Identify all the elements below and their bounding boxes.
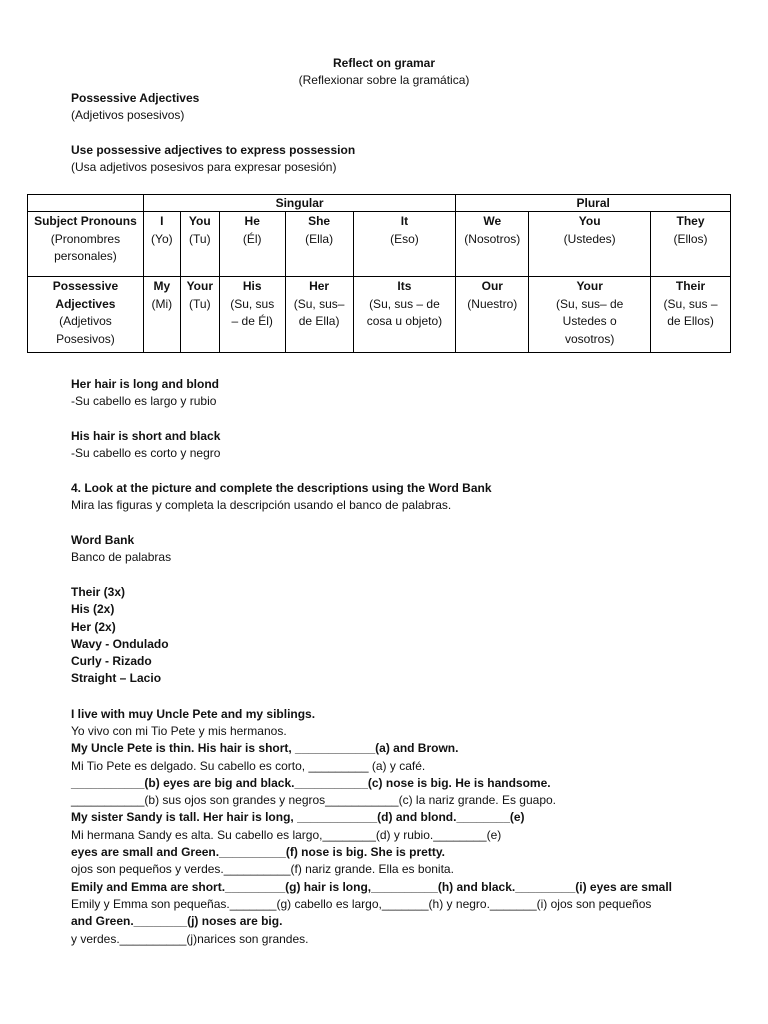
table-row-possessive-adjectives xyxy=(28,277,731,353)
story-line: ___________(b) sus ojos son grandes y negros___________(c) la nariz grande. Es guapo. xyxy=(71,793,557,807)
table-cell: He (Él) xyxy=(219,212,285,277)
story-line: I live with muy Uncle Pete and my siblings. xyxy=(71,707,316,721)
word-bank-item: Curly - Rizado xyxy=(71,654,152,668)
word-bank-item: Straight – Lacio xyxy=(71,671,162,685)
table-cell: I (Yo) xyxy=(143,212,180,277)
instruction-es: (Usa adjetivos posesivos para expresar posesión) xyxy=(71,160,337,174)
table-cell: Her (Su, sus– de Ella) xyxy=(285,277,353,353)
story-line: and Green.________(j) noses are big. xyxy=(71,914,283,928)
table-cell: Its (Su, sus – de cosa u objeto) xyxy=(353,277,456,353)
story-line: Emily y Emma son pequeñas._______(g) cabello es largo,_______(h) y negro._______(i) ojos son pequeños xyxy=(71,897,652,911)
word-bank-title-es: Banco de palabras xyxy=(71,550,172,564)
story-line: y verdes.__________(j)narices son grandes. xyxy=(71,932,309,946)
page-title-es: (Reflexionar sobre la gramática) xyxy=(298,73,470,87)
section-heading-es: (Adjetivos posesivos) xyxy=(71,108,185,122)
table-cell: His (Su, sus – de Él) xyxy=(219,277,285,353)
story-line: My sister Sandy is tall. Her hair is long, ____________(d) and blond.________(e) xyxy=(71,810,525,824)
table-cell: We (Nosotros) xyxy=(456,212,529,277)
exercise-title-es: Mira las figuras y completa la descripción usando el banco de palabras. xyxy=(71,498,452,512)
instruction: Use possessive adjectives to express possession xyxy=(71,143,356,157)
singular-header: Singular xyxy=(143,195,455,212)
row-label: Subject Pronouns (Pronombres personales) xyxy=(28,212,144,277)
table-cell: Your (Su, sus– de Ustedes o vosotros) xyxy=(529,277,651,353)
example-en: His hair is short and black xyxy=(71,429,221,443)
example-es: -Su cabello es corto y negro xyxy=(71,446,221,460)
table-cell: It (Eso) xyxy=(353,212,456,277)
plural-header: Plural xyxy=(456,195,731,212)
word-bank-item: His (2x) xyxy=(71,602,115,616)
story-line: eyes are small and Green.__________(f) nose is big. She is pretty. xyxy=(71,845,445,859)
page-title: Reflect on gramar xyxy=(332,56,436,70)
exercise-title: 4. Look at the picture and complete the descriptions using the Word Bank xyxy=(71,481,492,495)
example-en: Her hair is long and blond xyxy=(71,377,220,391)
story-line: ___________(b) eyes are big and black.___________(c) nose is big. He is handsome. xyxy=(71,776,551,790)
table-cell: My (Mi) xyxy=(143,277,180,353)
table-cell: You (Ustedes) xyxy=(529,212,651,277)
possessive-table xyxy=(27,194,731,353)
story-line: ojos son pequeños y verdes.__________(f) nariz grande. Ella es bonita. xyxy=(71,862,454,876)
table-cell: Their (Su, sus – de Ellos) xyxy=(651,277,731,353)
story-line: Yo vivo con mi Tio Pete y mis hermanos. xyxy=(71,724,287,738)
word-bank-item: Their (3x) xyxy=(71,585,126,599)
word-bank-item: Wavy - Ondulado xyxy=(71,637,169,651)
word-bank-title: Word Bank xyxy=(71,533,135,547)
story-line: Mi Tio Pete es delgado. Su cabello es corto, _________ (a) y café. xyxy=(71,759,426,773)
table-cell: They (Ellos) xyxy=(651,212,731,277)
row-label: Possessive Adjectives (Adjetivos Posesivos) xyxy=(28,277,144,353)
table-cell: Our (Nuestro) xyxy=(456,277,529,353)
table-cell: You (Tu) xyxy=(180,212,219,277)
story-line: My Uncle Pete is thin. His hair is short, ____________(a) and Brown. xyxy=(71,741,459,755)
story-line: Mi hermana Sandy es alta. Su cabello es largo,________(d) y rubio.________(e) xyxy=(71,828,502,842)
word-bank-item: Her (2x) xyxy=(71,620,116,634)
table-cell: She (Ella) xyxy=(285,212,353,277)
section-heading: Possessive Adjectives xyxy=(71,91,200,105)
table-cell: Your (Tu) xyxy=(180,277,219,353)
table-corner xyxy=(28,195,144,212)
table-row-subject-pronouns xyxy=(28,212,731,277)
story-line: Emily and Emma are short._________(g) hair is long,__________(h) and black._________(i) eyes are small xyxy=(71,880,672,894)
example-es: -Su cabello es largo y rubio xyxy=(71,394,217,408)
